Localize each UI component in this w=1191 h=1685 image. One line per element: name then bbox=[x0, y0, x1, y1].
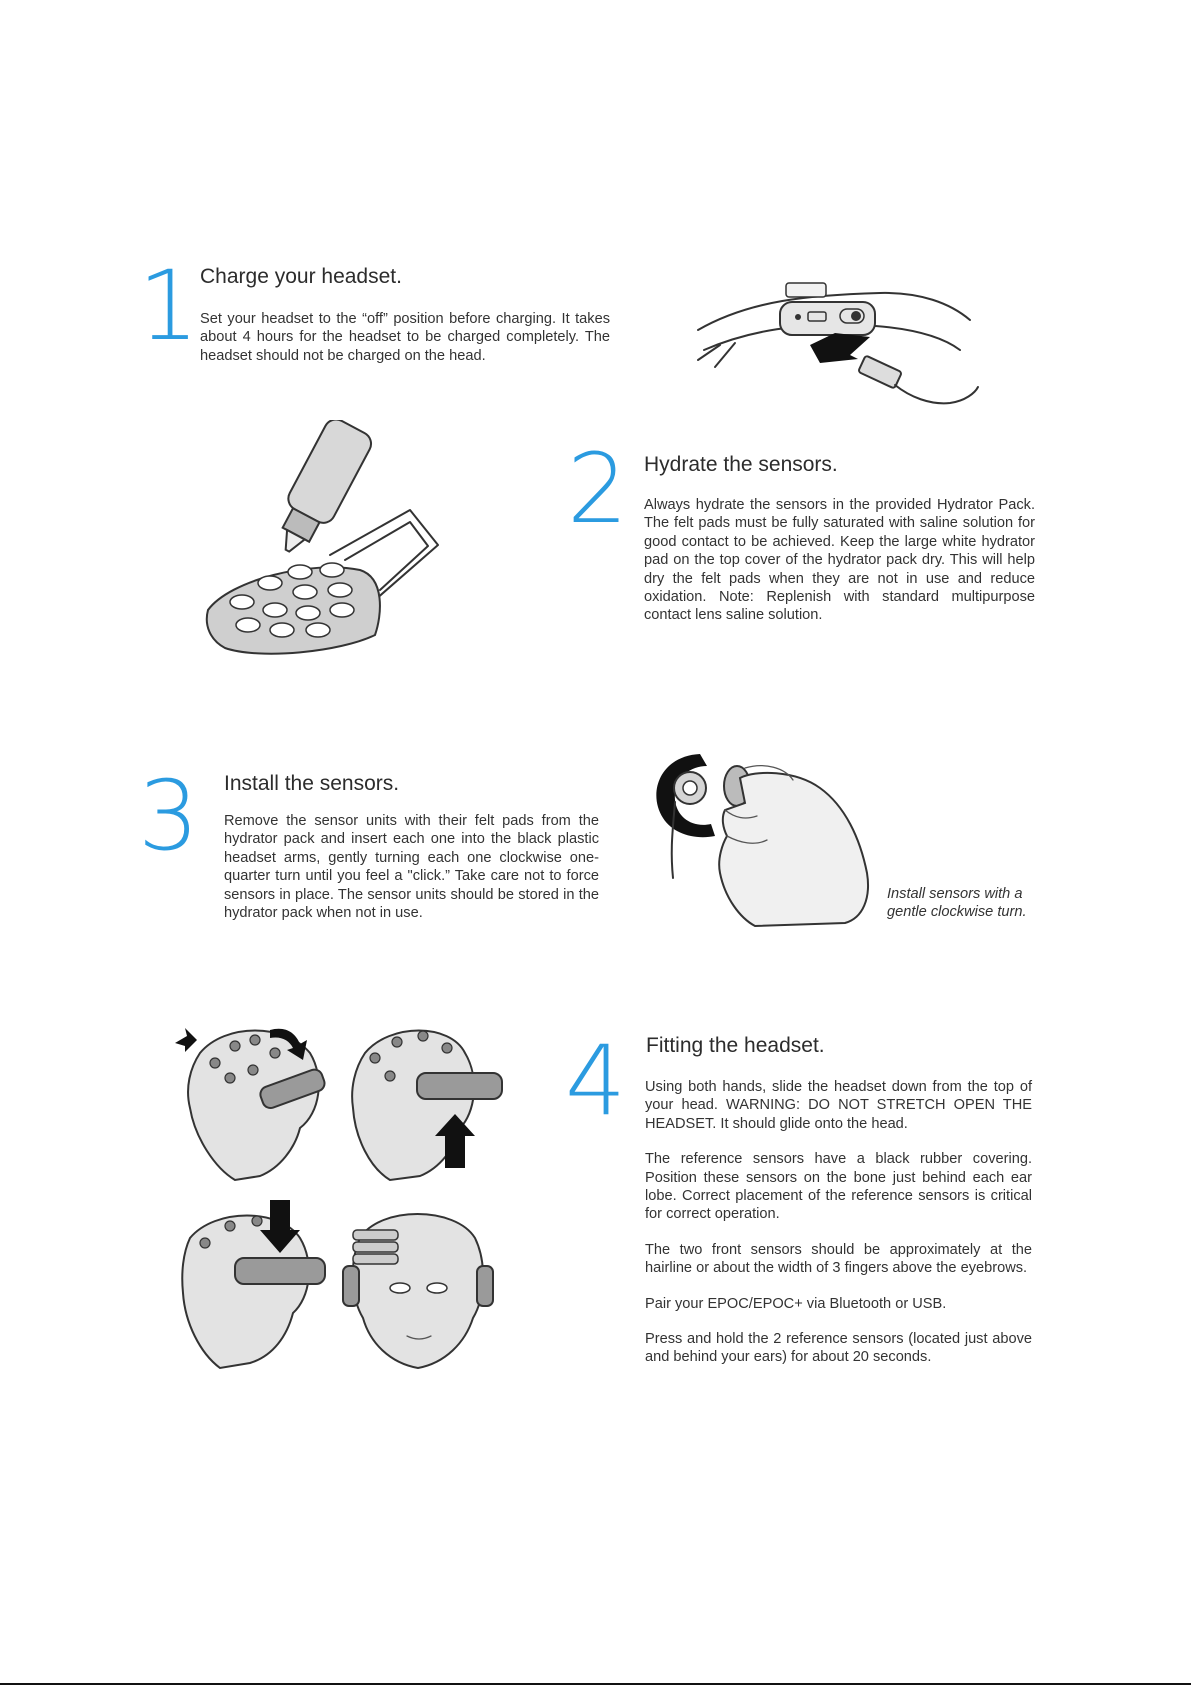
step-3-paragraph: Remove the sensor units with their felt pads from the hydrator pack and insert each one into the black plastic headset arms, gently turning each one clockwise one-quarter turn until you feel a "click.” Take care not to force sensors in place. The sensor units should be stored in the hydrator pack when not in use. bbox=[224, 813, 599, 922]
step-4-paragraph-4: Pair your EPOC/EPOC+ via Bluetooth or USB. bbox=[645, 1295, 947, 1312]
caption-line-1: Install sensors with a bbox=[887, 886, 1023, 902]
step-3-text bbox=[224, 812, 599, 939]
step-4-title: Fitting the headset. bbox=[646, 1034, 825, 1057]
head-front-right bbox=[343, 1214, 493, 1368]
step-2-text bbox=[644, 496, 1035, 642]
headset-fitting-illustration bbox=[175, 1018, 520, 1383]
step-4-paragraph-3: The two front sensors should be approximately at the hairline or about the width of 3 fingers above the eyebrows. bbox=[645, 1241, 1032, 1277]
step-4-paragraph-5: Press and hold the 2 reference sensors (located just above and behind your ears) for about 20 seconds. bbox=[645, 1331, 1032, 1366]
step-2-paragraph: Always hydrate the sensors in the provided Hydrator Pack. The felt pads must be fully saturated with saline solution for good contact to be achieved. Keep the large white hydrator pad on the top cover of the hydrator pack dry. This will help dry the felt pads when they are not in use and reduce oxidation. Note: Replenish with standard multipurpose contact lens saline solution. bbox=[644, 497, 1035, 624]
head-side-right bbox=[352, 1031, 502, 1181]
step-3-number: 3 bbox=[138, 760, 198, 872]
step-4-text bbox=[645, 1078, 1032, 1384]
step-4-paragraph-2: The reference sensors have a black rubber covering. Position these sensors on the bone just behind each ear lobe. Correct placement of the reference sensors is critical for correct operation. bbox=[645, 1151, 1032, 1223]
sensor-install-illustration bbox=[645, 748, 880, 928]
hydrator-pack-illustration bbox=[200, 420, 440, 670]
step-1-title: Charge your headset. bbox=[200, 265, 402, 288]
step-3-title: Install the sensors. bbox=[224, 772, 400, 795]
head-side-left bbox=[182, 1200, 325, 1368]
headset-charging-illustration bbox=[690, 275, 980, 410]
caption-line-2: gentle clockwise turn. bbox=[887, 904, 1027, 921]
step-1-number: 1 bbox=[138, 250, 198, 362]
step-1-paragraph: Set your headset to the “off” position before charging. It takes about 4 hours for the headset to be charged completely. The headset should not be charged on the head. bbox=[200, 311, 610, 364]
step-2-number: 2 bbox=[567, 433, 627, 545]
step-1-text bbox=[200, 310, 610, 382]
sensor-install-caption bbox=[887, 885, 1067, 922]
head-front-left bbox=[175, 1028, 327, 1180]
step-4-number: 4 bbox=[565, 1025, 625, 1137]
step-4-paragraph-1: Using both hands, slide the headset down from the top of your head. WARNING: DO NOT STRETCH OPEN THE HEADSET. It should glide onto the head. bbox=[645, 1079, 1032, 1132]
step-2-title: Hydrate the sensors. bbox=[644, 453, 838, 476]
